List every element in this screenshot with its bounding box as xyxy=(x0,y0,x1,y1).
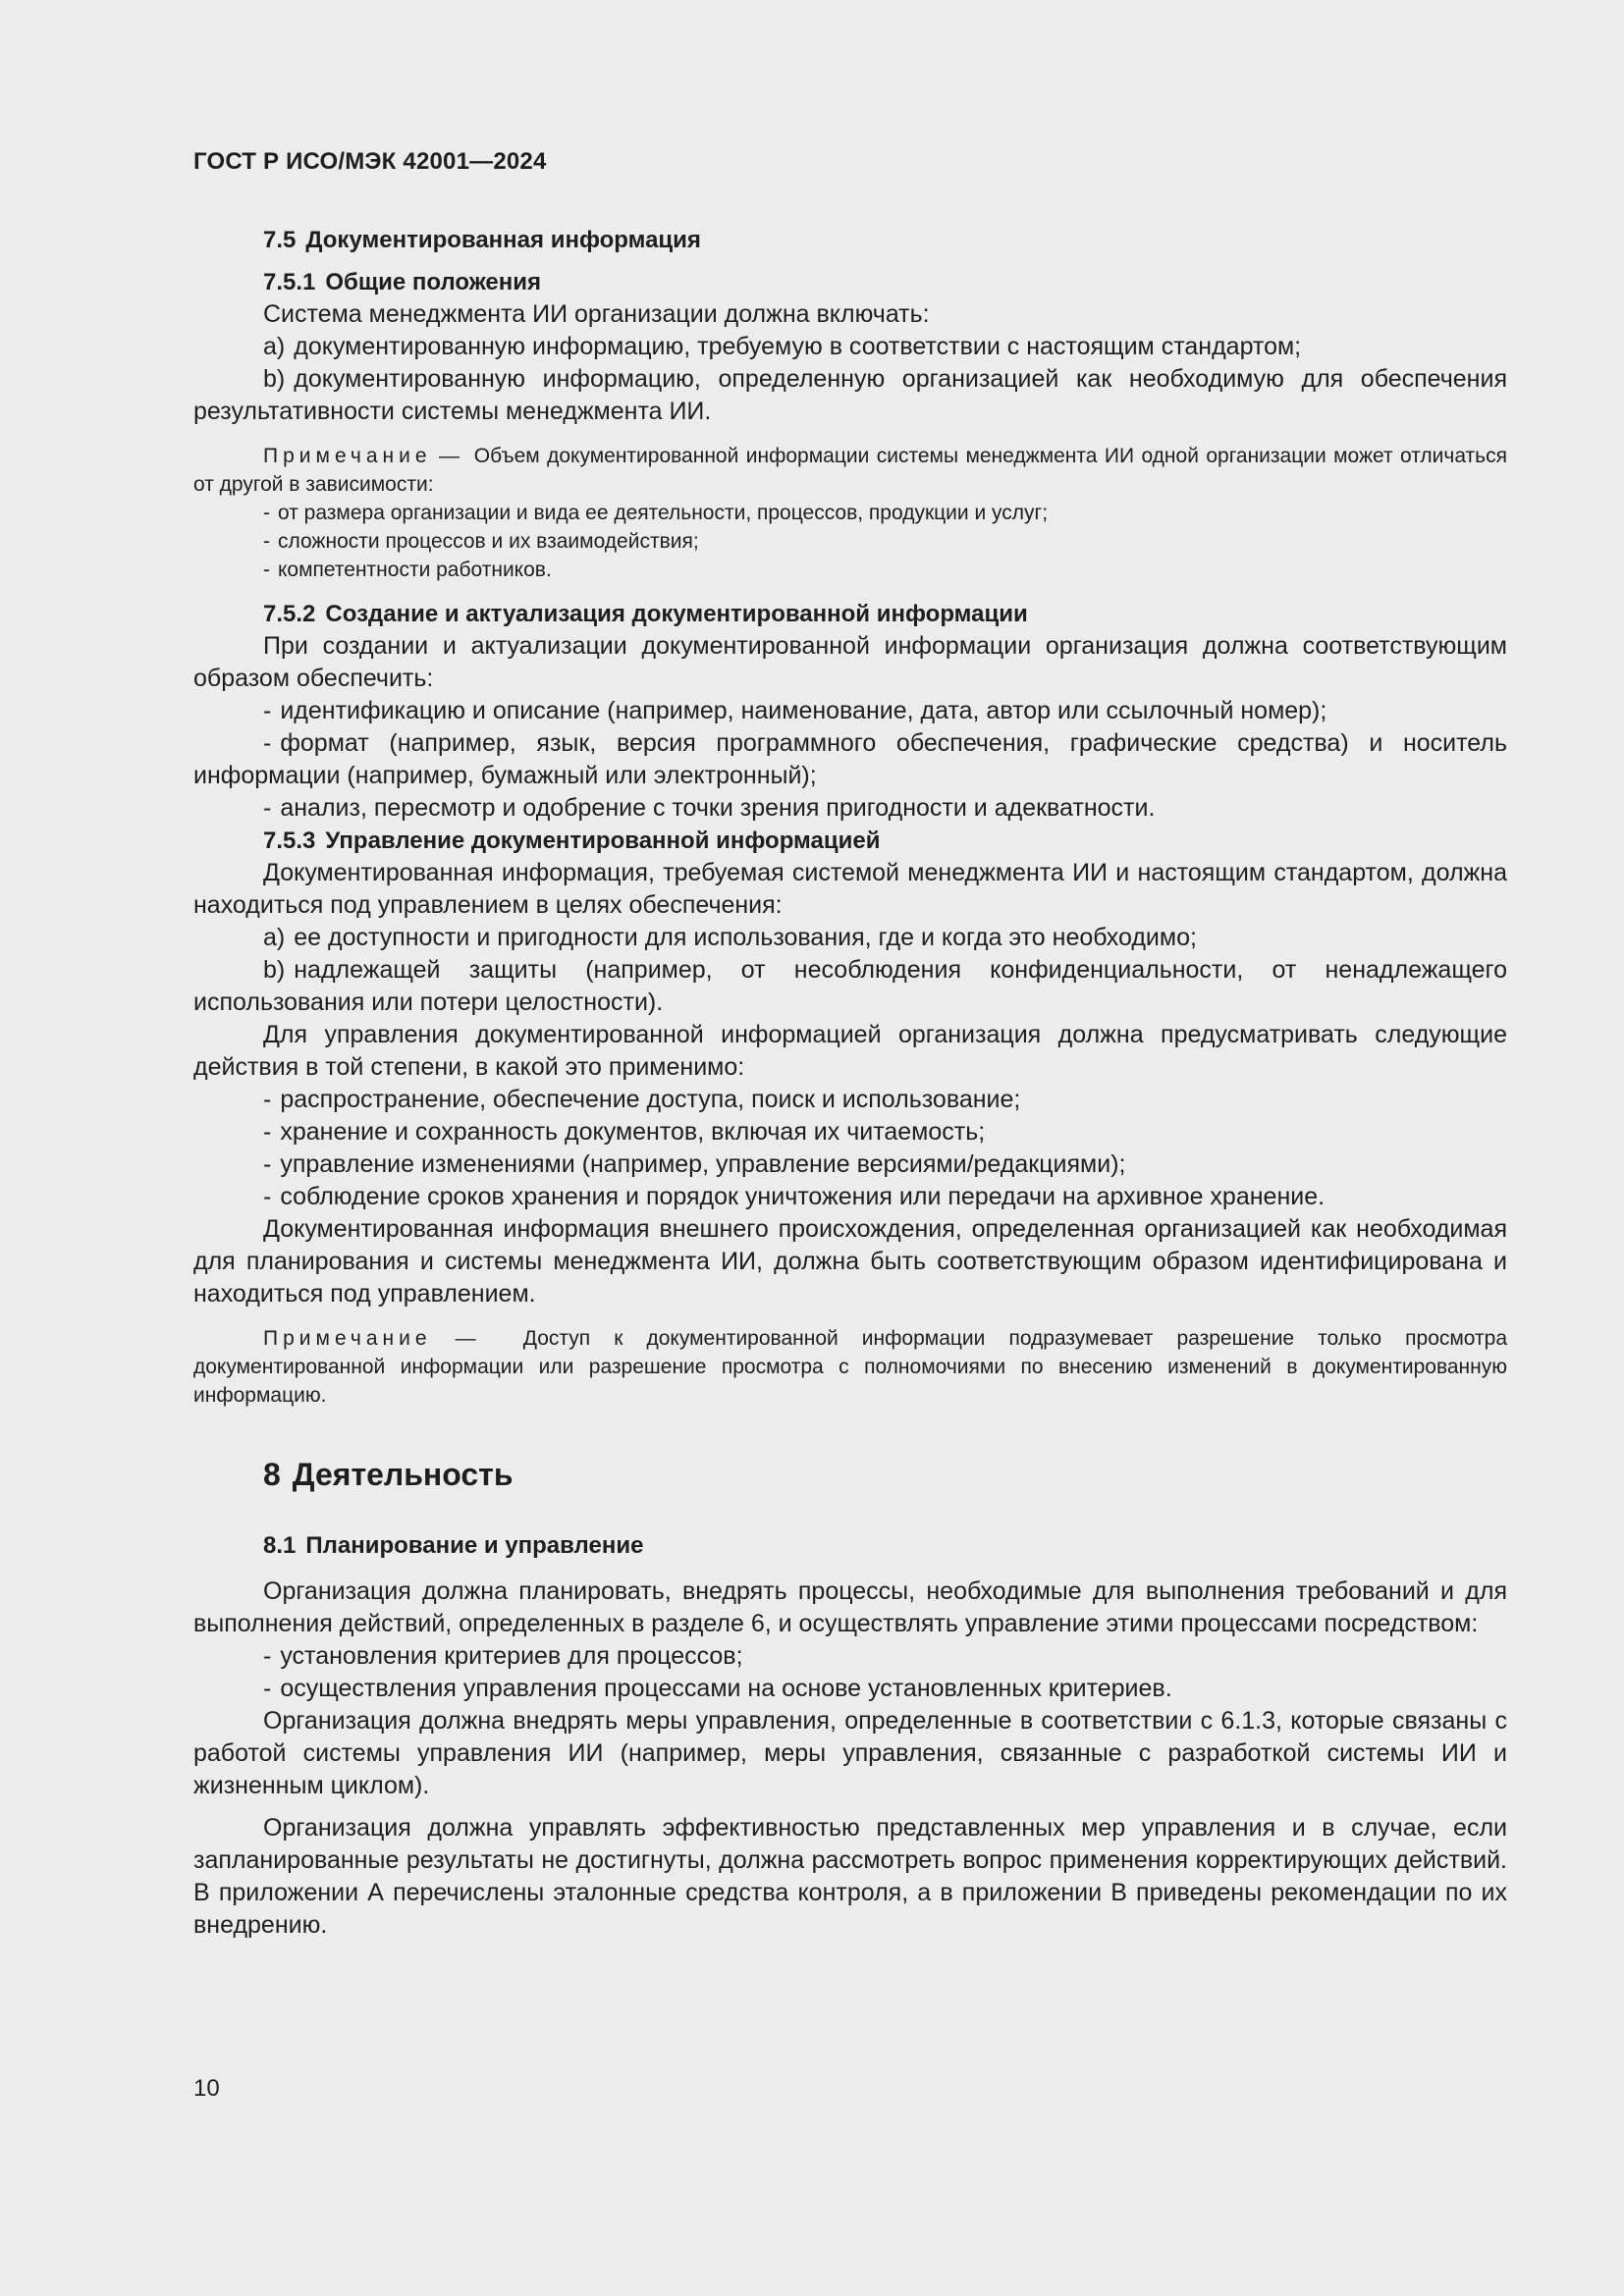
list-item: b) надлежащей защиты (например, от несоблюдения конфиденциальности, от ненадлежащего использования или потери целостности). xyxy=(193,956,1507,1016)
paragraph: Организация должна управлять эффективностью представленных мер управления и в случае, если запланированные результаты не достигнуты, должна рассмотреть вопрос применения корректирующих действий. В приложении А перечислены эталонные средства контроля, а в приложении В приведены рекомендации по их внедрению. xyxy=(193,1814,1507,1939)
note: Примечание — Доступ к документированной информации подразумевает разрешение только просмотра документированной информации или разрешение просмотра с полномочиями по внесению изменений в документированную информацию. xyxy=(193,1327,1508,1407)
paragraph: Для управления документированной информацией организация должна предусматривать следующие действия в той степени, в какой это применимо: xyxy=(193,1021,1507,1081)
note-list-item: - от размера организации и вида ее деятельности, процессов, продукции и услуг; xyxy=(263,502,1049,524)
document-body xyxy=(193,224,1507,1942)
list-item: - анализ, пересмотр и одобрение с точки зрения пригодности и адекватности. xyxy=(263,794,1156,822)
list-item: - осуществления управления процессами на основе установленных критериев. xyxy=(263,1675,1172,1702)
paragraph: Организация должна внедрять меры управления, определенные в соответствии с 6.1.3, которые связаны с работой системы управления ИИ (например, меры управления, связанные с разработкой системы ИИ и жизненным циклом). xyxy=(193,1707,1507,1799)
paragraph: Система менеджмента ИИ организации должна включать: xyxy=(263,300,930,328)
list-item: - хранение и сохранность документов, включая их читаемость; xyxy=(263,1118,986,1146)
note: Примечание — Объем документированной информации системы менеджмента ИИ одной организации может отличаться от другой в зависимости: xyxy=(193,445,1507,496)
section-7-5-1-heading: 7.5.1 Общие положения xyxy=(263,269,542,295)
section-8-heading: 8 Деятельность xyxy=(263,1457,514,1492)
list-item: - управление изменениями (например, управление версиями/редакциями); xyxy=(263,1150,1126,1178)
paragraph: Документированная информация, требуемая системой менеджмента ИИ и настоящим стандартом, должна находиться под управлением в целях обеспечения: xyxy=(193,859,1507,919)
paragraph: Документированная информация внешнего происхождения, определенная организацией как необходимая для планирования и системы менеджмента ИИ, должна быть соответствующим образом идентифицирована и находиться под управлением. xyxy=(193,1215,1507,1308)
section-7-5-3-heading: 7.5.3 Управление документированной информацией xyxy=(263,828,881,854)
list-item: b) документированную информацию, определенную организацией как необходимую для обеспечения результативности системы менеджмента ИИ. xyxy=(193,365,1507,425)
note-list-item: - компетентности работников. xyxy=(263,559,552,581)
note-list-item: - сложности процессов и их взаимодействия; xyxy=(263,530,699,553)
list-item: - формат (например, язык, версия программного обеспечения, графические средства) и носитель информации (например, бумажный или электронный); xyxy=(193,729,1507,789)
section-7-5-heading: 7.5 Документированная информация xyxy=(263,227,701,253)
list-item: - соблюдение сроков хранения и порядок уничтожения или передачи на архивное хранение. xyxy=(263,1183,1326,1210)
list-item: a) документированную информацию, требуемую в соответствии с настоящим стандартом; xyxy=(263,333,1302,360)
list-item: - установления критериев для процессов; xyxy=(263,1642,743,1670)
section-7-5-2-heading: 7.5.2 Создание и актуализация документированной информации xyxy=(263,601,1028,627)
paragraph: Организация должна планировать, внедрять процессы, необходимые для выполнения требований и для выполнения действий, определенных в разделе 6, и осуществлять управление этими процессами посредством: xyxy=(193,1577,1507,1637)
list-item: - распространение, обеспечение доступа, поиск и использование; xyxy=(263,1086,1021,1113)
page-number: 10 xyxy=(193,2075,220,2102)
list-item: a) ее доступности и пригодности для использования, где и когда это необходимо; xyxy=(263,924,1197,951)
list-item: - идентификацию и описание (например, наименование, дата, автор или ссылочный номер); xyxy=(263,697,1327,724)
paragraph: При создании и актуализации документированной информации организация должна соответствующим образом обеспечить: xyxy=(193,632,1507,692)
document-header: ГОСТ Р ИСО/МЭК 42001—2024 xyxy=(193,148,547,175)
section-8-1-heading: 8.1 Планирование и управление xyxy=(263,1532,644,1559)
